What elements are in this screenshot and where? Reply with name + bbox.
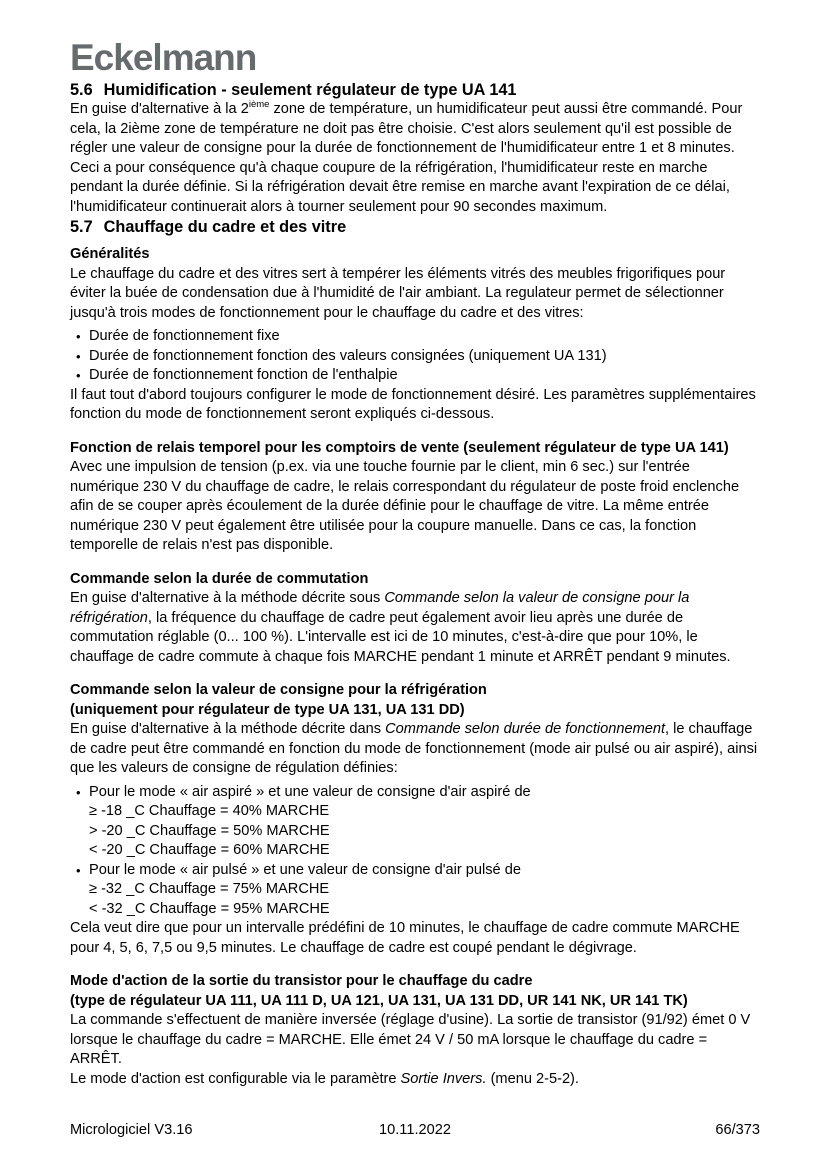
subsection-heading-line1: Mode d'action de la sortie du transistor pour le chauffage du cadre xyxy=(70,973,533,989)
subsection-heading: Fonction de relais temporel pour les comptoirs de vente (seulement régulateur de type UA 141) xyxy=(70,439,729,456)
list-item-air-pulse xyxy=(76,861,760,920)
list-item-air-aspire xyxy=(76,783,760,861)
text-fragment: , le chauffage de cadre peut être commandé en fonction du mode de fonctionnement (mode air pulsé ou air aspiré), ainsi que les valeurs de consigne de régulation définies: xyxy=(70,721,758,776)
page-content xyxy=(70,0,760,1089)
text-fragment: En guise d'alternative à la 2 xyxy=(70,101,249,117)
subsection-heading-line2: (type de régulateur UA 111, UA 111 D, UA 121, UA 131, UA 131 DD, UR 141 NK, UR 141 TK) xyxy=(70,992,688,1009)
list-item xyxy=(76,366,760,386)
text-fragment: (menu 2-5-2). xyxy=(486,1070,579,1087)
text-fragment: La commande s'effectuent de manière inversée (réglage d'usine). La sortie de transistor (91/92) émet 0 V lorsque le chauffage du cadre = MARCHE. Elle émet 24 V / 50 mA lorsque le chauffage du cadre = ARRÊT. xyxy=(70,1012,751,1067)
italic-reference: Commande selon la valeur de consigne pour la réfrigération xyxy=(70,590,690,626)
paragraph-commutation xyxy=(70,589,760,667)
bullet-lead: Pour le mode « air pulsé » et une valeur de consigne d'air pulsé de xyxy=(89,861,521,878)
paragraph-transistor xyxy=(70,1011,760,1089)
subsection-heading-line2: (uniquement pour régulateur de type UA 131, UA 131 DD) xyxy=(70,701,465,718)
modes-bullet-list xyxy=(70,327,760,386)
section-title: Humidification - seulement régulateur de type UA 141 xyxy=(103,81,517,99)
value-line: > -20 _C Chauffage = 50% MARCHE xyxy=(89,822,330,839)
bullet-text: Durée de fonctionnement fixe xyxy=(89,328,280,344)
text-fragment: En guise d'alternative à la méthode décrite dans xyxy=(70,721,386,737)
bullet-lead: Pour le mode « air aspiré » et une valeur de consigne d'air aspiré de xyxy=(89,783,531,800)
subsection-heading: Commande selon la durée de commutation xyxy=(70,570,369,587)
text-fragment: , la fréquence du chauffage de cadre peut également avoir lieu après une durée de commutation réglable (0... 100 %). L'intervalle est ici de 10 minutes, c'est-à-dire que pour 10%, le chauffage de cadre commute à chaque fois MARCHE pendant 1 minute et ARRÊT pendant 9 minutes. xyxy=(70,609,731,665)
paragraph-configure-mode: Il faut tout d'abord toujours configurer le mode de fonctionnement désiré. Les paramètres supplémentaires fonction du mode de fonctionnement seront expliqués ci-dessous. xyxy=(70,386,756,422)
paragraph-humidification xyxy=(70,100,760,217)
value-line: < -20 _C Chauffage = 60% MARCHE xyxy=(89,842,330,858)
page-footer xyxy=(70,1121,760,1140)
paragraph-relais: Avec une impulsion de tension (p.ex. via une touche fournie par le client, min 6 sec.) sur l'entrée numérique 230 V du chauffage de cadre, le relais correspondant du régulateur de poste froid enclenche afin de se couper après écoulement de la durée définie pour le chauffage de vitre. La même entrée numérique 230 V peut également être utilisée pour la coupure manuelle. Dans ce cas, la fonction temporelle de relais n'est pas disponible. xyxy=(70,459,740,553)
value-line: < -32 _C Chauffage = 95% MARCHE xyxy=(89,900,330,917)
italic-reference: Commande selon durée de fonctionnement xyxy=(385,721,666,737)
subsection-commutation xyxy=(70,570,760,668)
section-title: Chauffage du cadre et des vitre xyxy=(103,218,347,236)
list-item xyxy=(76,327,760,347)
text-fragment: Le mode d'action est configurable via le paramètre xyxy=(70,1070,401,1087)
subsection-transistor xyxy=(70,972,760,1089)
subsection-heading-line1: Commande selon la valeur de consigne pour la réfrigération xyxy=(70,682,487,698)
subsection-generalites xyxy=(70,245,760,425)
bullet-text: Durée de fonctionnement fonction de l'enthalpie xyxy=(89,367,398,383)
value-line: ≥ -32 _C Chauffage = 75% MARCHE xyxy=(89,881,330,897)
paragraph-generalites: Le chauffage du cadre et des vitres sert à tempérer les éléments vitrés des meubles frigorifiques pour éviter la buée de condensation due à l'humidité de l'air ambiant. La regulateur permet de sélectionner jusqu'à trois modes de fonctionnement pour le chauffage du cadre et des vitres: xyxy=(70,265,726,321)
section-number: 5.6 xyxy=(70,81,93,99)
list-item xyxy=(76,347,760,367)
paragraph-consigne xyxy=(70,720,760,779)
text-fragment: zone de température, un humidificateur peut aussi être commandé. Pour cela, la 2ième zone de température ne doit pas être choisie. C'est alors seulement qu'il est possible de régler une valeur de consigne pour la durée de fonctionnement de l'humidificateur entre 1 et 8 minutes. xyxy=(70,101,743,156)
text-fragment: En guise d'alternative à la méthode décrite sous xyxy=(70,590,385,606)
subsection-relais-temporel xyxy=(70,439,760,556)
eckelmann-logo: Eckelmann xyxy=(70,37,257,78)
consigne-bullet-list xyxy=(70,783,760,920)
section-heading-5-7 xyxy=(70,217,760,237)
footer-page-number: 66/373 xyxy=(715,1122,760,1138)
paragraph-cela-veut-dire: Cela veut dire que pour un intervalle prédéfini de 10 minutes, le chauffage de cadre commute MARCHE pour 4, 5, 6, 7,5 ou 9,5 minutes. Le chauffage de cadre est coupé pendant le dégivrage. xyxy=(70,920,740,956)
value-line: ≥ -18 _C Chauffage = 40% MARCHE xyxy=(89,803,330,819)
section-number: 5.7 xyxy=(70,218,93,236)
bullet-text: Durée de fonctionnement fonction des valeurs consignées (uniquement UA 131) xyxy=(89,347,607,364)
subsection-heading: Généralités xyxy=(70,246,150,262)
subsection-consigne xyxy=(70,681,760,958)
section-heading-5-6 xyxy=(70,80,760,100)
text-fragment: Ceci a pour conséquence qu'à chaque coupure de la réfrigération, l'humidificateur reste en marche pendant la durée définie. Si la réfrigération devait être remise en marche avant l'expiration de ce délai, l'humidificateur continuerait alors à tourner seulement pour 90 secondes maximum. xyxy=(70,159,730,215)
superscript-ieme: ième xyxy=(248,99,270,111)
italic-parameter: Sortie Invers. xyxy=(400,1070,487,1087)
footer-firmware-version: Micrologiciel V3.16 xyxy=(70,1122,193,1138)
footer-date: 10.11.2022 xyxy=(379,1122,451,1138)
